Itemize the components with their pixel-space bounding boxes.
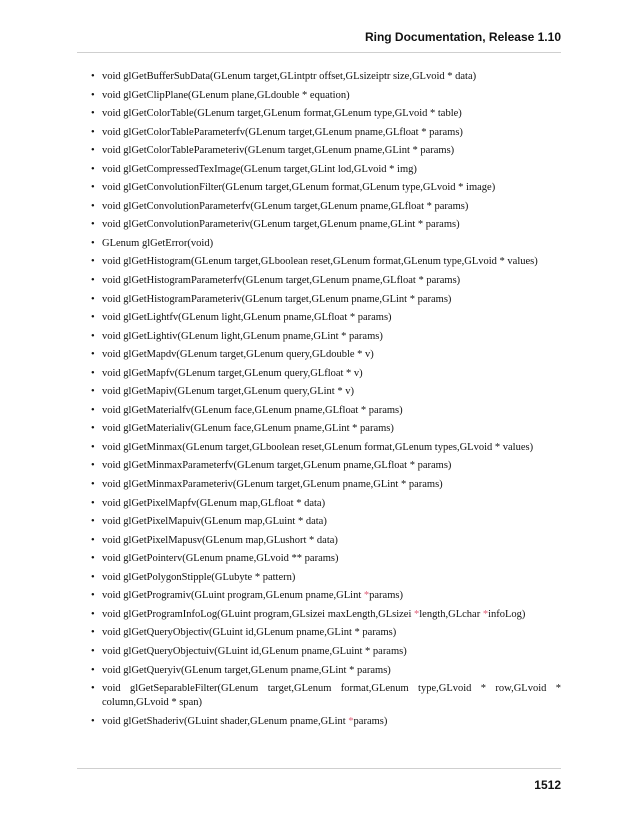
list-item xyxy=(91,144,561,158)
function-signature-text: void glGetLightfv(GLenum light,GLenum pname,GLfloat * params) xyxy=(102,312,392,324)
function-signature-text: void glGetMapiv(GLenum target,GLenum query,GLint * v) xyxy=(102,386,354,398)
function-signature-text: params) xyxy=(369,590,403,602)
list-item xyxy=(91,293,561,307)
list-item xyxy=(91,367,561,381)
function-signature-text: void glGetLightiv(GLenum light,GLenum pname,GLint * params) xyxy=(102,330,383,342)
function-signature-text: void glGetMinmaxParameterfv(GLenum target,GLenum pname,GLfloat * params) xyxy=(102,460,452,472)
function-signature-text: void glGetPolygonStipple(GLubyte * pattern) xyxy=(102,571,296,583)
function-signature-text: void glGetBufferSubData(GLenum target,GLintptr offset,GLsizeiptr size,GLvoid * data) xyxy=(102,71,477,82)
function-signature-text: void glGetMaterialfv(GLenum face,GLenum pname,GLfloat * params) xyxy=(102,404,403,416)
bullet-icon: • xyxy=(91,182,95,194)
footer-divider xyxy=(77,768,561,769)
function-signature-text: void glGetHistogram(GLenum target,GLboolean reset,GLenum format,GLenum type,GLvoid * values) xyxy=(102,256,538,268)
list-item xyxy=(91,478,561,492)
function-signature-text: void glGetQueryiv(GLenum target,GLenum pname,GLint * params) xyxy=(102,664,391,676)
bullet-icon: • xyxy=(91,275,95,287)
list-item xyxy=(91,715,561,729)
bullet-icon: • xyxy=(91,553,95,565)
bullet-icon: • xyxy=(91,534,95,546)
list-item xyxy=(91,200,561,214)
bullet-icon: • xyxy=(91,237,95,249)
function-signature-text: void glGetHistogramParameterfv(GLenum target,GLenum pname,GLfloat * params) xyxy=(102,275,461,287)
function-signature-text: void glGetQueryObjectiv(GLuint id,GLenum pname,GLint * params) xyxy=(102,627,397,639)
list-item xyxy=(91,311,561,325)
bullet-icon: • xyxy=(91,71,95,82)
list-item xyxy=(91,608,561,622)
function-signature-text: void glGetProgramInfoLog(GLuint program,GLsizei maxLength,GLsizei xyxy=(102,608,415,620)
bullet-icon: • xyxy=(91,163,95,175)
bullet-icon: • xyxy=(91,404,95,416)
bullet-icon: • xyxy=(91,441,95,453)
function-signature-text: void glGetMapfv(GLenum target,GLenum query,GLfloat * v) xyxy=(102,367,363,379)
bullet-icon: • xyxy=(91,590,95,602)
function-signature-text: void glGetPixelMapuiv(GLenum map,GLuint * data) xyxy=(102,516,327,528)
bullet-icon: • xyxy=(91,349,95,361)
list-item xyxy=(91,385,561,399)
function-signature-text: void glGetQueryObjectuiv(GLuint id,GLenum pname,GLuint * params) xyxy=(102,645,407,657)
list-item xyxy=(91,552,561,566)
list-item xyxy=(91,107,561,121)
list-item xyxy=(91,163,561,177)
bullet-icon: • xyxy=(91,89,95,101)
list-item xyxy=(91,571,561,585)
list-item xyxy=(91,515,561,529)
function-signature-text: void glGetHistogramParameteriv(GLenum target,GLenum pname,GLint * params) xyxy=(102,293,452,305)
bullet-icon: • xyxy=(91,627,95,639)
page-number: 1512 xyxy=(534,778,561,792)
bullet-icon: • xyxy=(91,664,95,676)
function-signature-text: void glGetMapdv(GLenum target,GLenum query,GLdouble * v) xyxy=(102,349,374,361)
function-signature-text: void glGetPixelMapusv(GLenum map,GLushort * data) xyxy=(102,534,338,546)
function-signature-text: void glGetPointerv(GLenum pname,GLvoid ** params) xyxy=(102,553,339,565)
list-item xyxy=(91,70,561,84)
function-signature-text: void glGetColorTable(GLenum target,GLenum format,GLenum type,GLvoid * table) xyxy=(102,108,462,120)
bullet-icon: • xyxy=(91,645,95,657)
function-signature-text: void glGetShaderiv(GLuint shader,GLenum pname,GLint xyxy=(102,715,349,727)
function-signature-text: GLenum glGetError(void) xyxy=(102,237,214,249)
list-item xyxy=(91,497,561,511)
list-item xyxy=(91,459,561,473)
bullet-icon: • xyxy=(91,479,95,491)
bullet-icon: • xyxy=(91,683,95,695)
function-signature-text: void glGetMaterialiv(GLenum face,GLenum pname,GLint * params) xyxy=(102,423,394,435)
list-item xyxy=(91,255,561,269)
list-item xyxy=(91,274,561,288)
bullet-icon: • xyxy=(91,497,95,509)
list-item xyxy=(91,682,561,710)
function-signature-text: void glGetConvolutionParameteriv(GLenum target,GLenum pname,GLint * params) xyxy=(102,219,460,231)
page-header-title: Ring Documentation, Release 1.10 xyxy=(364,30,561,44)
function-signature-text: void glGetCompressedTexImage(GLenum target,GLint lod,GLvoid * img) xyxy=(102,163,417,175)
bullet-icon: • xyxy=(91,367,95,379)
bullet-icon: • xyxy=(91,219,95,231)
list-item xyxy=(91,534,561,548)
function-signature-text: void glGetSeparableFilter(GLenum target,GLenum format,GLenum type,GLvoid * row,GLvoid * column,GLvoid * span) xyxy=(102,683,561,709)
function-signature-text: void glGetProgramiv(GLuint program,GLenum pname,GLint xyxy=(102,590,364,602)
function-signature-text: infoLog) xyxy=(488,608,526,620)
bullet-icon: • xyxy=(91,293,95,305)
function-list xyxy=(91,70,561,733)
bullet-icon: • xyxy=(91,516,95,528)
list-item xyxy=(91,237,561,251)
header-divider xyxy=(77,52,561,53)
list-item xyxy=(91,664,561,678)
bullet-icon: • xyxy=(91,312,95,324)
highlighted-asterisk: * xyxy=(363,590,370,602)
list-item xyxy=(91,218,561,232)
bullet-icon: • xyxy=(91,423,95,435)
bullet-icon: • xyxy=(91,200,95,212)
list-item xyxy=(91,404,561,418)
highlighted-asterisk: * xyxy=(348,715,354,727)
function-signature-text: void glGetConvolutionParameterfv(GLenum target,GLenum pname,GLfloat * params) xyxy=(102,200,469,212)
function-signature-text: void glGetConvolutionFilter(GLenum target,GLenum format,GLenum type,GLvoid * image) xyxy=(102,182,496,194)
list-item xyxy=(91,589,561,603)
bullet-icon: • xyxy=(91,608,95,620)
function-signature-text: void glGetClipPlane(GLenum plane,GLdouble * equation) xyxy=(102,89,350,101)
bullet-icon: • xyxy=(91,571,95,583)
list-item xyxy=(91,626,561,640)
function-signature-text: void glGetPixelMapfv(GLenum map,GLfloat * data) xyxy=(102,497,326,509)
bullet-icon: • xyxy=(91,108,95,120)
bullet-icon: • xyxy=(91,330,95,342)
function-signature-text: void glGetColorTableParameteriv(GLenum target,GLenum pname,GLint * params) xyxy=(102,145,455,157)
function-signature-text: void glGetMinmaxParameteriv(GLenum target,GLenum pname,GLint * params) xyxy=(102,479,443,491)
function-signature-text: params) xyxy=(353,715,388,727)
function-signature-text: void glGetMinmax(GLenum target,GLboolean reset,GLenum format,GLenum types,GLvoid * values) xyxy=(102,441,534,453)
list-item xyxy=(91,330,561,344)
bullet-icon: • xyxy=(91,256,95,268)
highlighted-asterisk: * xyxy=(414,608,420,620)
bullet-icon: • xyxy=(91,460,95,472)
highlighted-asterisk: * xyxy=(482,608,489,620)
list-item xyxy=(91,89,561,103)
bullet-icon: • xyxy=(91,145,95,157)
list-item xyxy=(91,181,561,195)
list-item xyxy=(91,348,561,362)
list-item xyxy=(91,441,561,455)
function-signature-text: void glGetColorTableParameterfv(GLenum target,GLenum pname,GLfloat * params) xyxy=(102,126,463,138)
function-signature-text: length,GLchar xyxy=(419,608,483,620)
bullet-icon: • xyxy=(91,715,95,727)
list-item xyxy=(91,126,561,140)
bullet-icon: • xyxy=(91,126,95,138)
bullet-icon: • xyxy=(91,386,95,398)
list-item xyxy=(91,422,561,436)
list-item xyxy=(91,645,561,659)
